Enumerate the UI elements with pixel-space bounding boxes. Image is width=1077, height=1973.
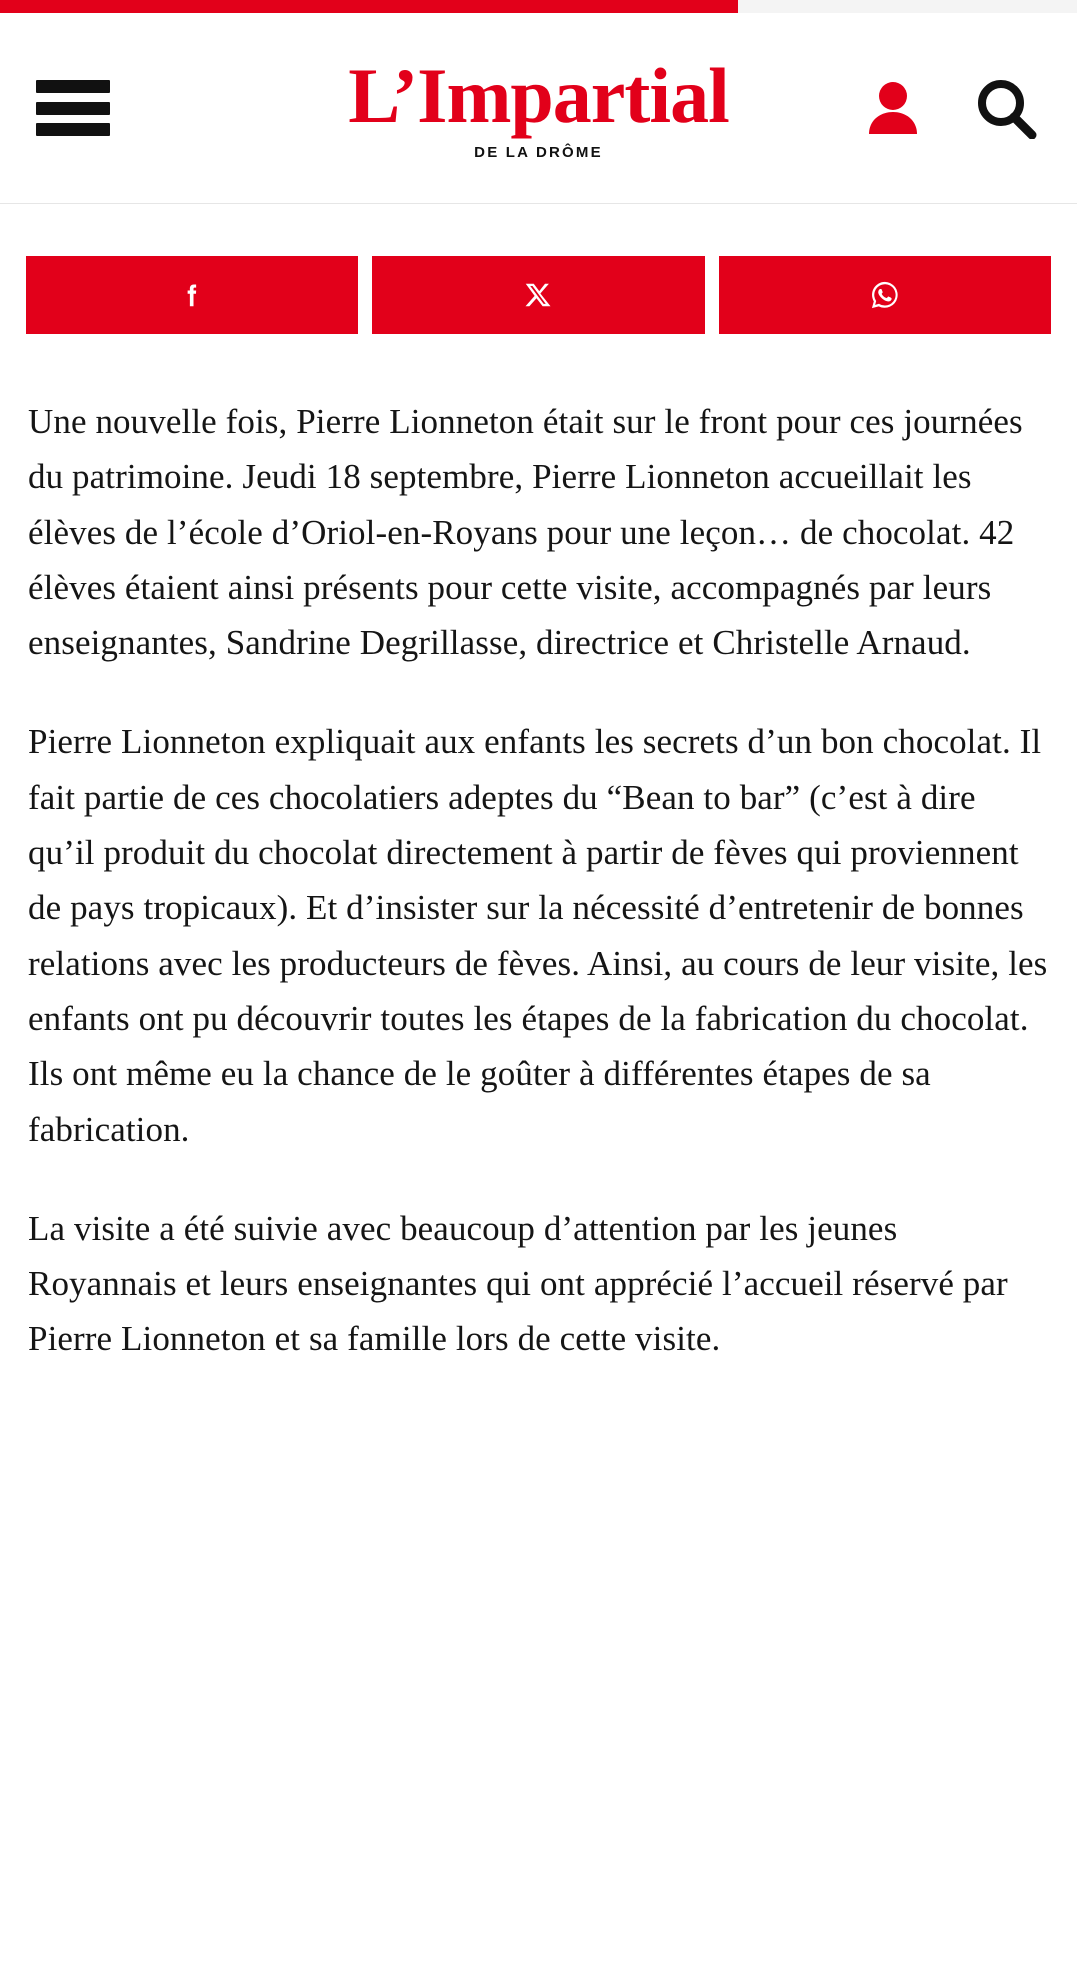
- article-paragraph: Une nouvelle fois, Pierre Lionneton était sur le front pour ces journées du patrimoine. Jeudi 18 septembre, Pierre Lionneton accueillait les élèves de l’école d’Oriol-en-Royans pour une leçon… de chocolat. 42 élèves étaient ainsi présents pour cette visite, accompagnés par leurs enseignantes, Sandrine Degrillasse, directrice et Christelle Arnaud.: [28, 402, 1023, 663]
- account-button[interactable]: [867, 81, 919, 135]
- share-x-button[interactable]: [372, 256, 704, 334]
- reading-progress-fill: [0, 0, 738, 13]
- user-icon: [867, 81, 919, 135]
- whatsapp-icon: [869, 279, 901, 311]
- hamburger-bar: [36, 102, 110, 115]
- article-body: [0, 334, 1077, 1407]
- article-paragraph: La visite a été suivie avec beaucoup d’attention par les jeunes Royannais et leurs enseignantes qui ont apprécié l’accueil réservé par Pierre Lionneton et sa famille lors de cette visite.: [28, 1208, 1008, 1359]
- article-paragraph: Pierre Lionneton expliquait aux enfants les secrets d’un bon chocolat. Il fait partie de ces chocolatiers adeptes du “Bean to bar” (c’est à dire qu’il produit du chocolat directement à partir de fèves qui proviennent de pays tropicaux). Et d’insister sur la nécessité d’entretenir de bonnes relations avec les producteurs de fèves. Ainsi, au cours de leur visite, les enfants ont pu découvrir toutes les étapes de la fabrication du chocolat. Ils ont même eu la chance de le goûter à différentes étapes de sa fabrication.: [28, 722, 1048, 1149]
- facebook-icon: [177, 280, 207, 310]
- hamburger-bar: [36, 80, 110, 93]
- hamburger-bar: [36, 123, 110, 136]
- x-twitter-icon: [523, 280, 553, 310]
- site-logo[interactable]: [348, 52, 729, 161]
- site-header: [0, 13, 1077, 204]
- search-icon: [975, 77, 1037, 139]
- brand-name: L’Impartial: [348, 52, 729, 140]
- hamburger-menu-icon[interactable]: [36, 80, 110, 136]
- reading-progress-track: [0, 0, 1077, 13]
- search-button[interactable]: [975, 77, 1037, 139]
- share-facebook-button[interactable]: [26, 256, 358, 334]
- share-buttons: [0, 204, 1077, 334]
- header-actions: [867, 77, 1037, 139]
- share-whatsapp-button[interactable]: [719, 256, 1051, 334]
- brand-subtitle: DE LA DRÔME: [474, 143, 603, 161]
